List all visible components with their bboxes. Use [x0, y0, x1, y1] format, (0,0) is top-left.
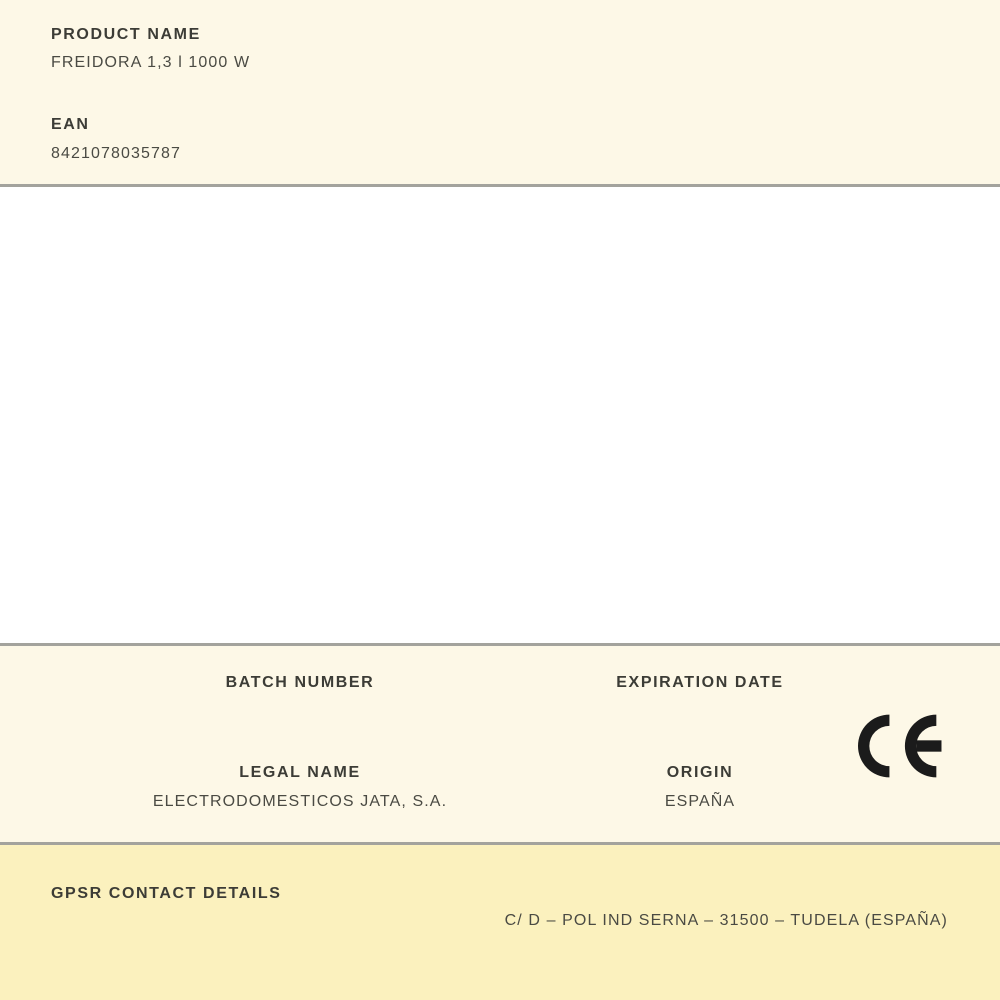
batch-number-label: BATCH NUMBER: [225, 674, 375, 691]
ean-label: EAN: [51, 116, 90, 133]
gpsr-contact-address: C/ D – POL IND SERNA – 31500 – TUDELA (ESPAÑA): [504, 912, 948, 929]
gpsr-contact-label: GPSR CONTACT DETAILS: [51, 885, 282, 902]
product-name-label: PRODUCT NAME: [51, 26, 201, 43]
legal-name-value: ELECTRODOMESTICOS JATA, S.A.: [152, 793, 448, 810]
origin-value: ESPAÑA: [664, 793, 736, 810]
product-header-section: [0, 0, 1000, 184]
product-info-section: [0, 646, 1000, 842]
legal-name-label: LEGAL NAME: [239, 764, 361, 781]
origin-label: ORIGIN: [666, 764, 734, 781]
expiration-date-label: EXPIRATION DATE: [616, 674, 784, 691]
gpsr-contact-section: [0, 845, 1000, 1000]
ce-mark-icon: [858, 714, 942, 778]
product-name-value: FREIDORA 1,3 l 1000 W: [51, 54, 251, 71]
ean-value: 8421078035787: [51, 145, 181, 162]
product-image-area: [0, 187, 1000, 643]
